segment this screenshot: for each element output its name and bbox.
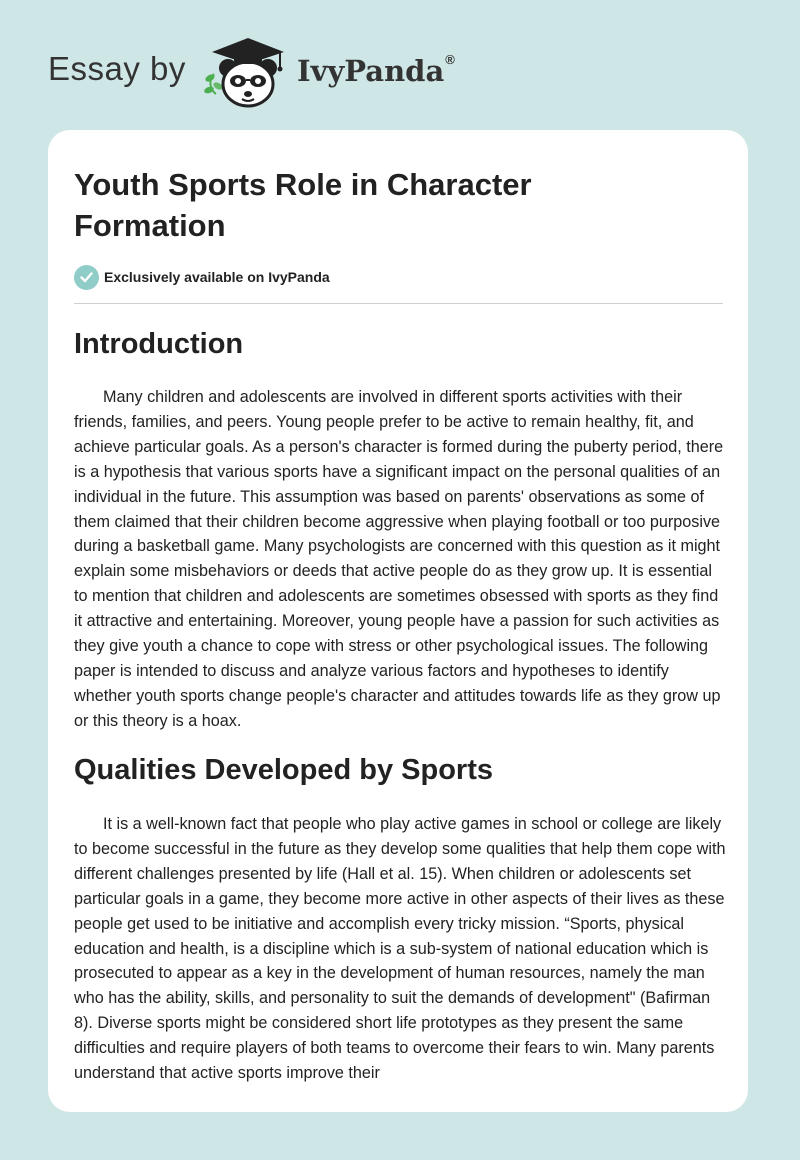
panda-graduate-logo-icon[interactable] xyxy=(200,34,292,110)
exclusive-badge xyxy=(74,264,330,290)
brand-name[interactable]: IvyPanda® xyxy=(297,52,455,88)
check-icon xyxy=(74,265,99,290)
section-heading-qualities: Qualities Developed by Sports xyxy=(74,754,493,786)
site-header xyxy=(0,0,800,130)
section-paragraph-introduction: Many children and adolescents are involved in different sports activities with their friends, families, and peers. Young people prefer to be active to remain healthy, fit, and achieve particular goals. As a person's character is formed during the puberty period, there is a hypothesis that various sports have a significant impact on the personal qualities of an individual in the future. This assumption was based on parents' observations as some of them claimed that their children become aggressive when playing football or too purposive during a basketball game. Many psychologists are concerned with this question as it might explain some misbehaviors or deeds that active people do as they grow up. It is essential to mention that children and adolescents are sometimes obsessed with sports as they find it attractive and entertaining. Moreover, young people have a passion for such activities as they give youth a chance to cope with stress or other psychological issues. The following paper is intended to discuss and analyze various factors and hypotheses to identify whether youth sports change people's character and attitudes towards life as they grow up or this theory is a hoax. xyxy=(74,388,724,730)
page-title: Youth Sports Role in Character Formation xyxy=(74,167,532,243)
section-heading-introduction: Introduction xyxy=(74,328,244,360)
section-paragraph-qualities: It is a well-known fact that people who play active games in school or college are likely to become successful in the future as they develop some qualities that help them cope with different challenges presented by life (Hall et al. 15). When children or adolescents set particular goals in a game, they become more active in other aspects of their lives as these people get used to be initiative and accomplish every tricky mission. “Sports, physical education and health, is a discipline which is a sub-system of national education which is prosecuted to appear as a key in the development of human resources, namely the man who has the ability, skills, and personality to suit the demands of development" (Bafirman 8). Diverse sports might be considered short life prototypes as they present the same difficulties and require players of both teams to overcome their fears to win. Many parents understand that active sports improve their xyxy=(74,815,726,1083)
article-card xyxy=(48,130,748,1112)
registered-mark: ® xyxy=(445,52,455,67)
exclusive-label: Exclusively available on IvyPanda xyxy=(104,269,330,285)
essay-by-label: Essay by xyxy=(48,50,186,87)
divider xyxy=(74,303,723,304)
